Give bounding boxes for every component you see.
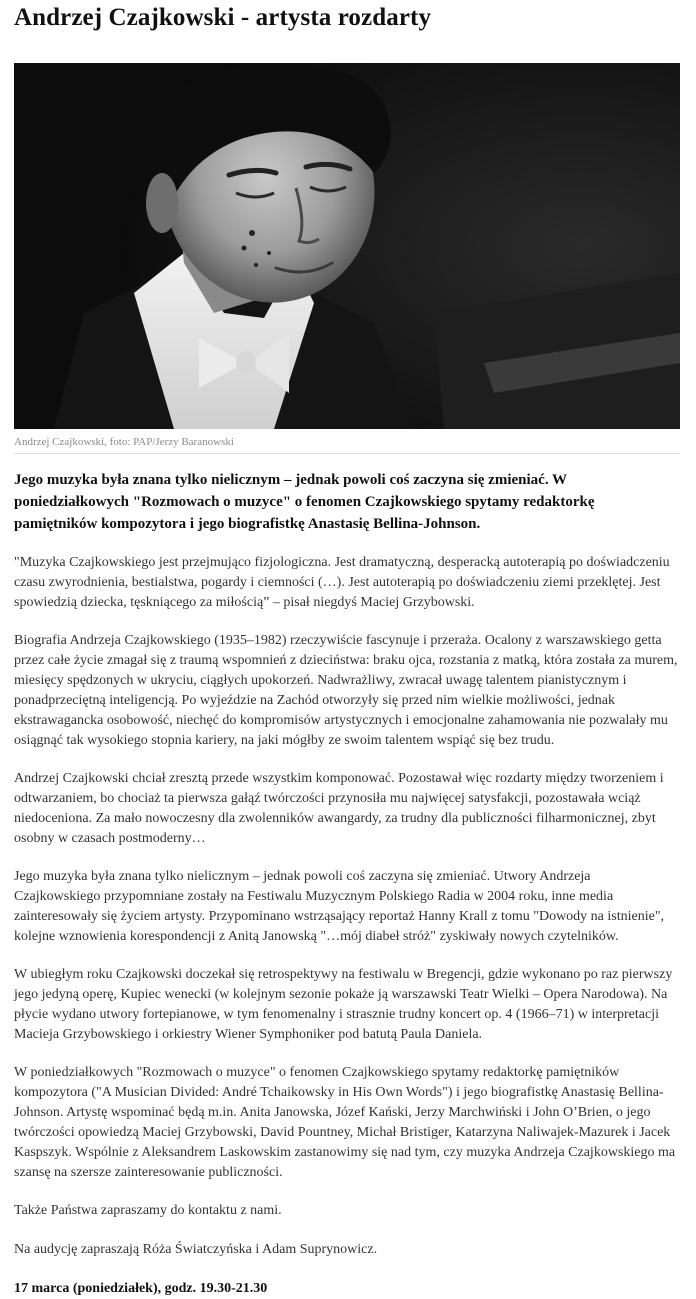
portrait-photo-illustration	[14, 63, 680, 429]
article-body	[14, 469, 680, 1299]
paragraph: "Muzyka Czajkowskiego jest przejmująco fizjologiczna. Jest dramatyczną, desperacką autoterapią po doświadczeniu czasu zwyrodnienia, bestialstwa, pogardy i ciemności (…). Jest autoterapią po doświadczeniu ziemi przeklętej. Jest spowiedzią dziecka, tęskniącego za miłością” – pisał niegdyś Maciej Grzybowski.	[14, 555, 670, 610]
caption-divider	[14, 453, 680, 454]
paragraph: Jego muzyka była znana tylko nielicznym – jednak powoli coś zaczyna się zmieniać. Utwory Andrzeja Czajkowskiego przypomniane zostały na Festiwalu Muzycznym Polskiego Radia w 2004 roku, inne media zainteresowały się życiem artysty. Przypominano wstrząsający reportaż Hanny Krall z tomu "Dowody na istnienie", kolejne wznowienia korespondencji z Anitą Janowską "…mój diabeł stróż" zyskiwały nowych czytelników.	[14, 869, 665, 944]
paragraph: Także Państwa zapraszamy do kontaktu z nami.	[14, 1203, 282, 1218]
article-photo	[14, 63, 680, 429]
article-title: Andrzej Czajkowski - artysta rozdarty	[14, 4, 432, 31]
broadcast-date: 17 marca (poniedziałek), godz. 19.30-21.30	[14, 1281, 268, 1296]
photo-caption: Andrzej Czajkowski, foto: PAP/Jerzy Baranowski	[14, 436, 234, 448]
paragraph: W poniedziałkowych "Rozmowach o muzyce" o fenomen Czajkowskiego spytamy redaktorkę pamiętników kompozytora ("A Musician Divided: André Tchaikowsky in His Own Words") i jego biografistkę Anastasię Bellina-Johnson. Artystę wspominać będą m.in. Anita Janowska, Józef Kański, Jerzy Marchwiński i John O’Brien, o jego twórczości opowiedzą Maciej Grzybowski, David Pountney, Michał Bristiger, Katarzyna Naliwajek-Mazurek i Jacek Kaspszyk. Wspólnie z Aleksandrem Laskowskim zastanowimy się nad tym, czy muzyka Andrzeja Czajkowskiego ma szansę na szersze zainteresowanie publiczności.	[14, 1065, 676, 1180]
paragraph: Andrzej Czajkowski chciał zresztą przede wszystkim komponować. Pozostawał więc rozdarty między tworzeniem i odtwarzaniem, bo chociaż ta pierwsza gałąź twórczości przynosiła mu najwięcej satysfakcji, pozostawała wciąż niedoceniona. Za mało nowoczesny dla zwolenników awangardy, za trudny dla publiczności filharmonicznej, zbyt osobny w czasach postmoderny…	[14, 771, 664, 846]
article-lead: Jego muzyka była znana tylko nielicznym – jednak powoli coś zaczyna się zmieniać. W poniedziałkowych "Rozmowach o muzyce" o fenomen Czajkowskiego spytamy redaktorkę pamiętników kompozytora i jego biografistkę Anastasię Bellina-Johnson.	[14, 472, 595, 532]
paragraph: Biografia Andrzeja Czajkowskiego (1935–1982) rzeczywiście fascynuje i przeraża. Ocalony z warszawskiego getta przez całe życie zmagał się z traumą wspomnień z dzieciństwa: braku ojca, rozstania z matką, która została za murem, miesięcy spędzonych w ukryciu, ciągłych upokorzeń. Nadwrażliwy, zwracał uwagę talentem pianistycznym i ponadprzeciętną inteligencją. Po wyjeździe na Zachód otworzyły się przed nim wielkie możliwości, jednak ekstrawagancka osobowość, niechęć do kompromisów artystycznych i emocjonalne zahamowania nie pozwalały mu osiągnąć tak wysokiego stopnia kariery, na jaki mógłby ze swoim talentem wspiąć się bez trudu.	[14, 633, 678, 748]
paragraph: Na audycję zapraszają Róża Światczyńska i Adam Suprynowicz.	[14, 1242, 378, 1257]
paragraph: W ubiegłym roku Czajkowski doczekał się retrospektywy na festiwalu w Bregencji, gdzie wykonano po raz pierwszy jego jedyną operę, Kupiec wenecki (w kolejnym sezonie pokaże ją warszawski Teatr Wielki – Opera Narodowa). Na płycie wydano utwory fortepianowe, w tym fenomenalny i strasznie trudny koncert op. 4 (1966–71) w interpretacji Macieja Grzybowskiego i orkiestry Wiener Symphoniker pod batutą Paula Daniela.	[14, 967, 673, 1042]
